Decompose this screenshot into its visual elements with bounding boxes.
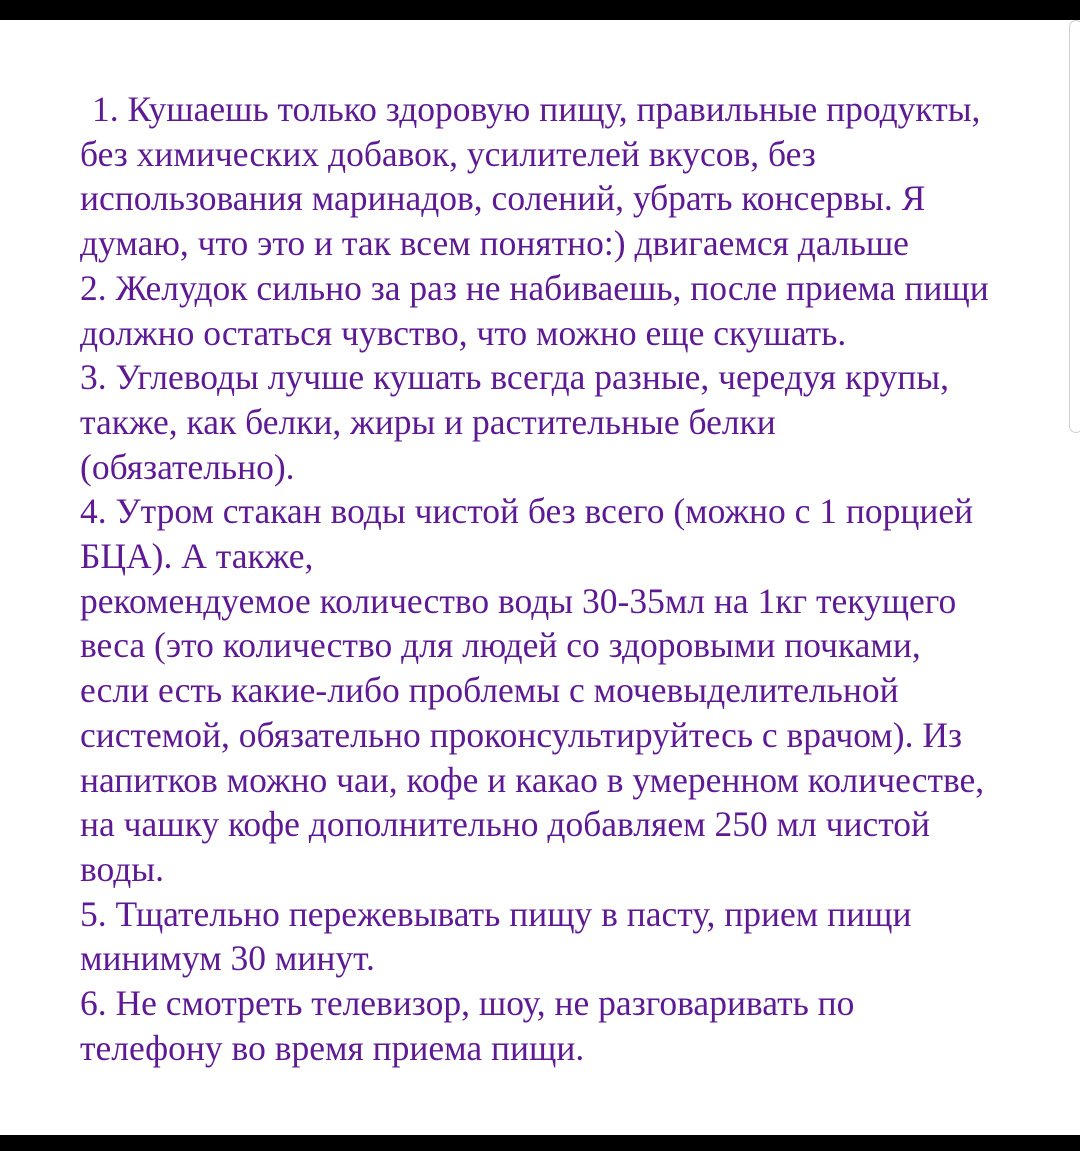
note-line: (обязательно).: [80, 446, 295, 487]
scrollbar-thumb[interactable]: [1069, 20, 1080, 433]
note-line: если есть какие-либо проблемы с мочевыделительной: [80, 670, 899, 711]
note-line: 4. Утром стакан воды чистой без всего (можно с 1 порцией: [80, 491, 974, 532]
note-line: 3. Углеводы лучше кушать всегда разные, чередуя крупы,: [80, 357, 949, 398]
note-line: 1. Кушаешь только здоровую пищу, правильные продукты,: [92, 89, 981, 129]
note-line: использования маринадов, солений, убрать консервы. Я: [80, 178, 926, 219]
note-line: напитков можно чаи, кофе и какао в умеренном количестве,: [80, 759, 985, 800]
note-line: 6. Не смотреть телевизор, шоу, не разговаривать по: [80, 983, 855, 1024]
note-line: воды.: [80, 848, 165, 889]
note-line: телефону во время приема пищи.: [80, 1027, 585, 1068]
note-line: на чашку кофе дополнительно добавляем 250 мл чистой: [80, 804, 931, 845]
note-line: 5. Тщательно пережевывать пищу в пасту, прием пищи: [80, 893, 912, 934]
note-line: 2. Желудок сильно за раз не набиваешь, после приема пищи: [80, 267, 989, 308]
note-line: думаю, что это и так всем понятно:) двигаемся дальше: [80, 223, 909, 264]
note-line: системой, обязательно проконсультируйтесь с врачом). Из: [80, 714, 963, 755]
status-bar: [0, 0, 1080, 20]
note-line: также, как белки, жиры и растительные белки: [80, 401, 776, 442]
note-line: рекомендуемое количество воды 30-35мл на 1кг текущего: [80, 580, 957, 621]
navigation-bar: [0, 1135, 1080, 1151]
note-text: [80, 87, 1055, 1070]
note-line: должно остаться чувство, что можно еще скушать.: [80, 312, 847, 353]
note-line: веса (это количество для людей со здоровыми почками,: [80, 625, 921, 666]
note-line: БЦА). А также,: [80, 536, 314, 577]
note-line: минимум 30 минут.: [80, 938, 375, 979]
note-line: без химических добавок, усилителей вкусов, без: [80, 133, 816, 174]
